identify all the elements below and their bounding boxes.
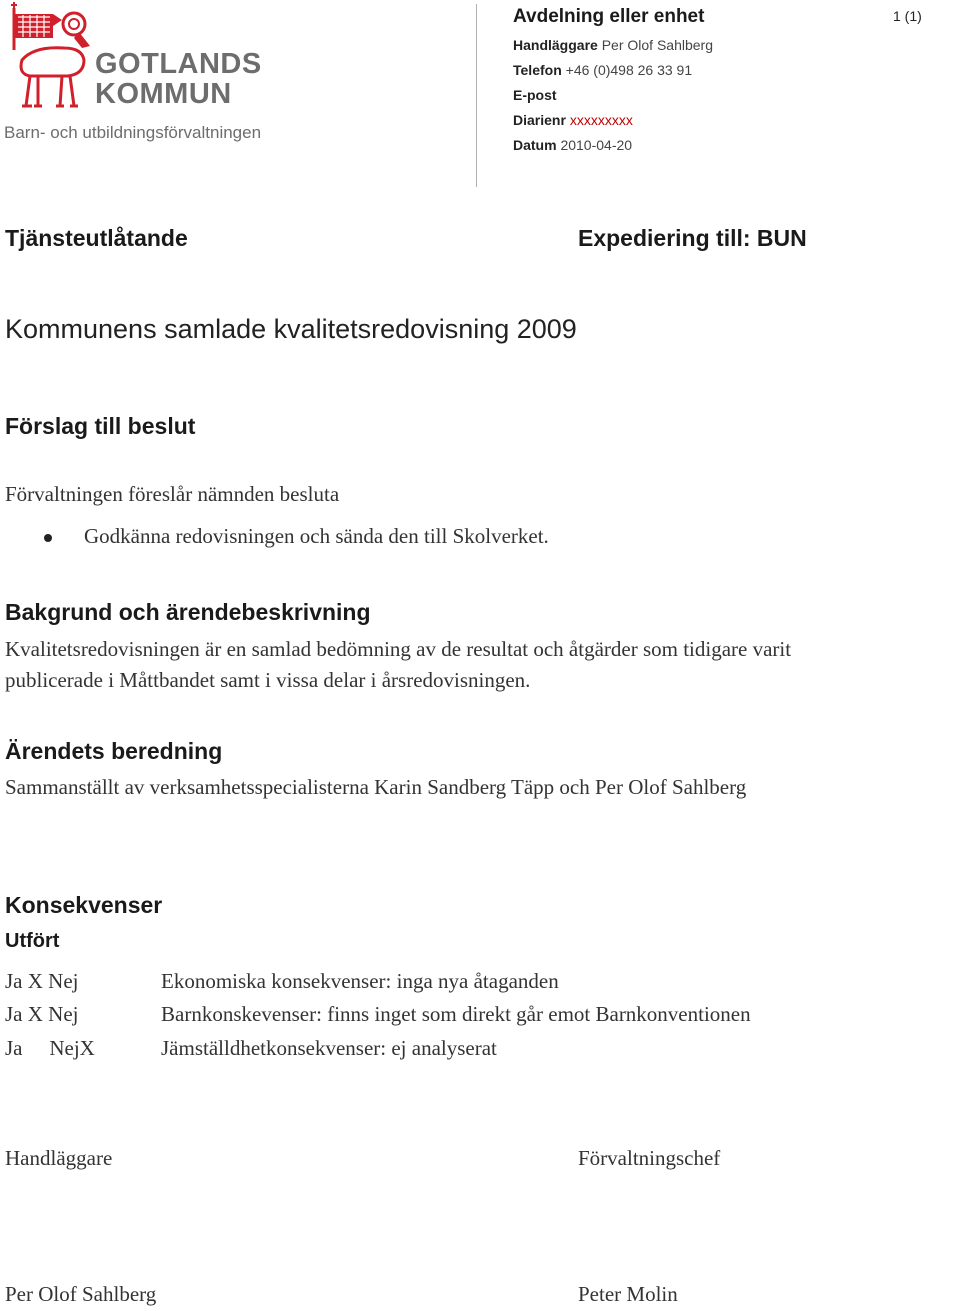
forslag-bullet: Godkänna redovisningen och sända den till Skolverket. — [84, 524, 549, 548]
diarienr-label: Diarienr — [513, 112, 566, 128]
bakgrund-text-line-2: publicerade i Måttbandet samt i vissa delar i årsredovisningen. — [5, 668, 531, 692]
beredning-heading: Ärendets beredning — [5, 738, 223, 764]
datum-row — [513, 137, 632, 153]
konsekvens-mark-jamstalldhet: Ja NejX — [5, 1036, 74, 1060]
logo-subtitle: Barn- och utbildningsförvaltningen — [4, 123, 262, 142]
forslag-heading: Förslag till beslut — [5, 413, 196, 439]
document-title: Kommunens samlade kvalitetsredovisning 2009 — [5, 314, 577, 344]
konsekvens-mark-ekonomiska: Ja X Nej — [5, 969, 79, 993]
page-number: 1 (1) — [893, 8, 922, 24]
konsekvens-text-barn: Barnkonskevenser: finns inget som direkt går emot Barnkonventionen — [161, 1002, 751, 1026]
header-divider — [476, 4, 477, 187]
document-type: Tjänsteutlåtande — [5, 225, 188, 251]
datum-label: Datum — [513, 137, 557, 153]
datum-value: 2010-04-20 — [560, 137, 633, 153]
forslag-intro: Förvaltningen föreslår nämnden besluta — [5, 482, 340, 506]
telefon-label: Telefon — [513, 62, 562, 78]
bakgrund-text-line-1: Kvalitetsredovisningen är en samlad bedömning av de resultat och åtgärder som tidigare varit — [5, 637, 792, 661]
logo-text-kommun: KOMMUN — [95, 78, 232, 110]
handlaggare-label: Handläggare — [513, 37, 598, 53]
konsekvens-text-jamstalldhet: Jämställdhetkonsekvenser: ej analyserat — [161, 1036, 497, 1060]
telefon-value: +46 (0)498 26 33 91 — [565, 62, 693, 78]
diarienr-row — [513, 112, 633, 128]
logo-text-gotlands: GOTLANDS — [95, 48, 262, 80]
telefon-row — [513, 62, 692, 78]
beredning-text: Sammanställt av verksamhetsspecialisterna Karin Sandberg Täpp och Per Olof Sahlberg — [5, 775, 747, 799]
signature-label-handlaggare: Handläggare — [5, 1146, 113, 1170]
signature-name-forvaltningschef: Peter Molin — [578, 1282, 678, 1306]
signature-name-handlaggare: Per Olof Sahlberg — [5, 1282, 157, 1306]
epost-row — [513, 87, 557, 103]
konsekvens-text-ekonomiska: Ekonomiska konsekvenser: inga nya åtaganden — [161, 969, 559, 993]
gotlands-kommun-ram-logo — [4, 2, 94, 117]
expediering: Expediering till: BUN — [578, 225, 807, 251]
unit-title: Avdelning eller enhet — [513, 6, 705, 27]
bakgrund-heading: Bakgrund och ärendebeskrivning — [5, 599, 371, 625]
epost-label: E-post — [513, 87, 557, 103]
handlaggare-row — [513, 37, 713, 53]
handlaggare-value: Per Olof Sahlberg — [601, 37, 713, 53]
konsekvenser-heading: Konsekvenser — [5, 892, 163, 918]
signature-label-forvaltningschef: Förvaltningschef — [578, 1146, 721, 1170]
diarienr-value: xxxxxxxxx — [569, 112, 633, 128]
utfort-label: Utfört — [5, 930, 60, 952]
konsekvens-mark-barn: Ja X Nej — [5, 1002, 79, 1026]
bullet-dot — [44, 534, 52, 542]
